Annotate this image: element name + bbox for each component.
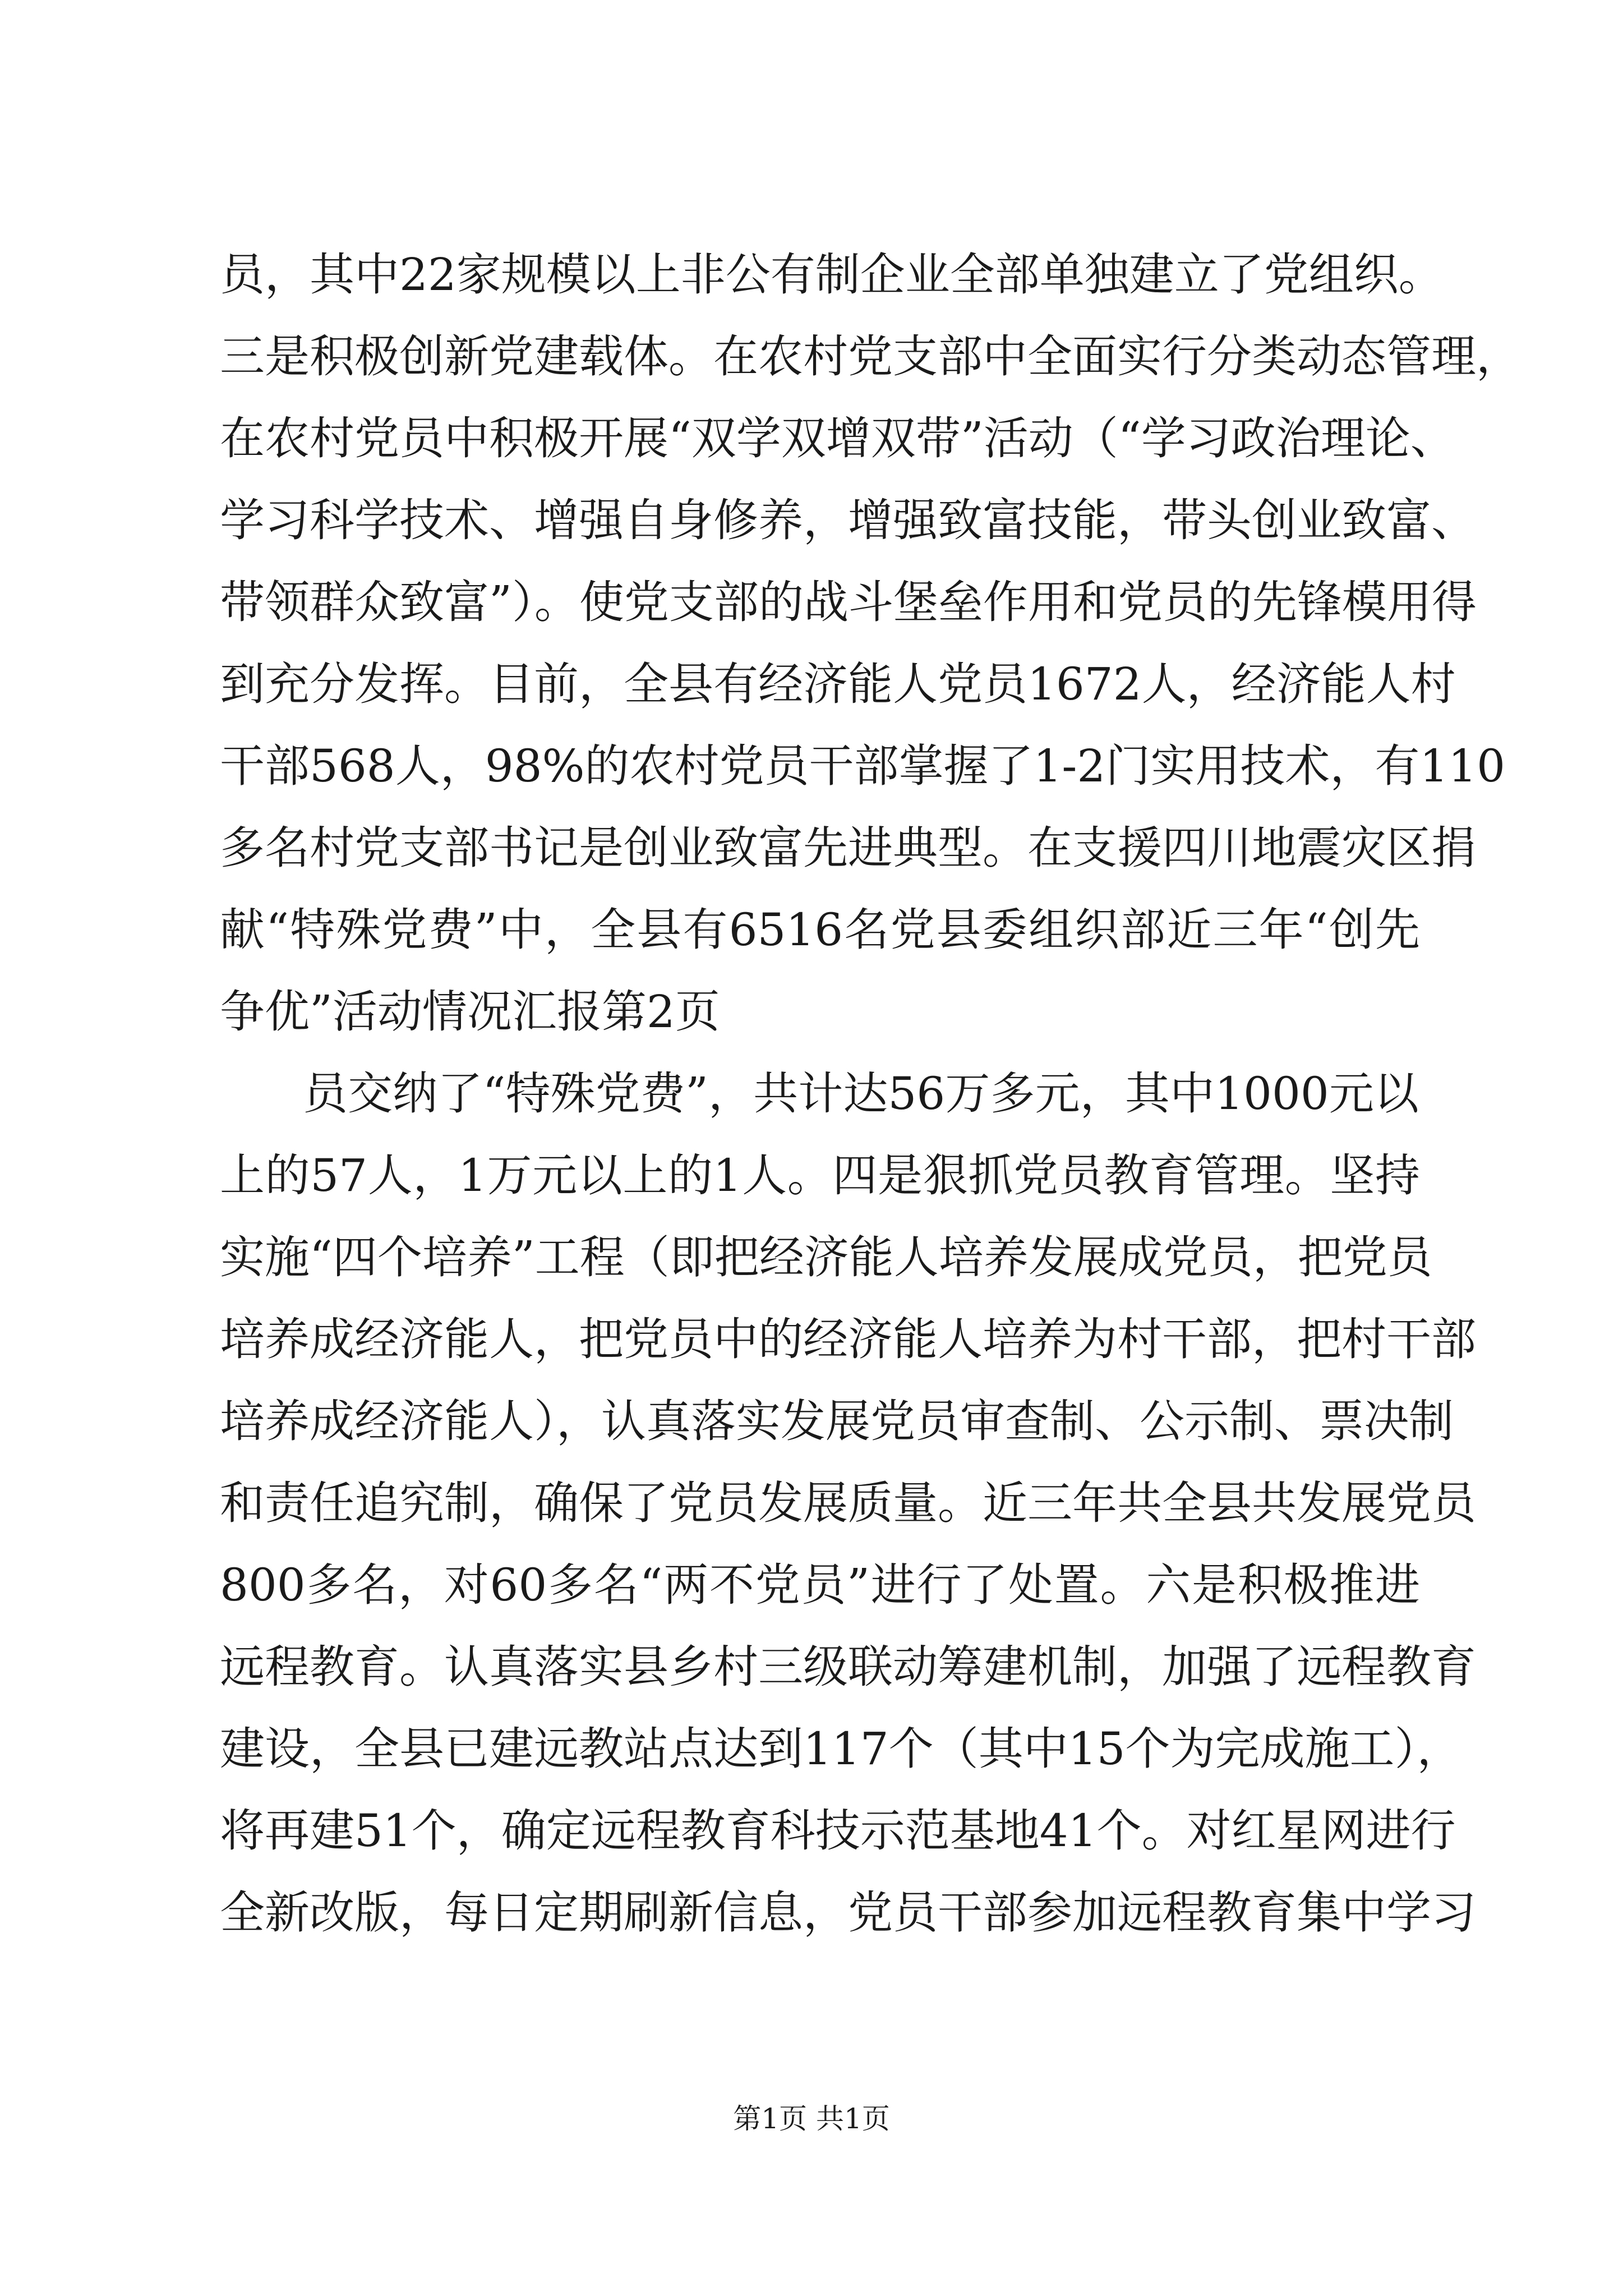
text-line-5: 带领群众致富”）。使党支部的战斗堡垒作用和党员的先锋模用得: [220, 576, 1477, 628]
text-line-1: 员，其中22家规模以上非公有制企业全部单独建立了党组织。: [220, 249, 1444, 301]
text-line-18: 远程教育。认真落实县乡村三级联动筹建机制，加强了远程教育: [220, 1641, 1476, 1693]
text-line-13: 实施“四个培养”工程（即把经济能人培养发展成党员，把党员: [220, 1231, 1432, 1283]
text-line-3: 在农村党员中积极开展“双学双增双带”活动（“学习政治理论、: [220, 412, 1455, 464]
text-line-10: 争优”活动情况汇报第2页: [220, 986, 720, 1038]
text-line-9: 献“特殊党费”中，全县有6516名党县委组织部近三年“创先: [220, 904, 1420, 956]
text-line-19: 建设，全县已建远教站点达到117个（其中15个为完成施工），: [220, 1723, 1462, 1775]
page-footer: 第1页 共1页: [733, 2102, 890, 2135]
text-line-2: 三是积极创新党建载体。在农村党支部中全面实行分类动态管理，: [220, 330, 1521, 383]
text-line-17: 800多名，对60多名“两不党员”进行了处置。六是积极推进: [220, 1559, 1420, 1611]
text-line-20: 将再建51个，确定远程教育科技示范基地41个。对红星网进行: [220, 1805, 1456, 1857]
text-line-11: 员交纳了“特殊党费”，共计达56万多元，其中1000元以: [303, 1068, 1419, 1120]
text-line-12: 上的57人，1万元以上的1人。四是狠抓党员教育管理。坚持: [220, 1149, 1420, 1202]
text-line-6: 到充分发挥。目前，全县有经济能人党员1672人，经济能人村: [220, 658, 1456, 710]
text-line-4: 学习科学技术、增强自身修养，增强致富技能，带头创业致富、: [220, 494, 1476, 546]
text-line-16: 和责任追究制，确保了党员发展质量。近三年共全县共发展党员: [220, 1477, 1476, 1529]
text-line-21: 全新改版，每日定期刷新信息，党员干部参加远程教育集中学习: [220, 1887, 1476, 1939]
text-line-8: 多名村党支部书记是创业致富先进典型。在支援四川地震灾区捐: [220, 822, 1476, 874]
text-line-7: 干部568人，98%的农村党员干部掌握了1-2门实用技术，有110: [220, 740, 1506, 792]
text-line-15: 培养成经济能人），认真落实发展党员审查制、公示制、票决制: [220, 1395, 1454, 1447]
text-line-14: 培养成经济能人，把党员中的经济能人培养为村干部，把村干部: [220, 1313, 1476, 1365]
